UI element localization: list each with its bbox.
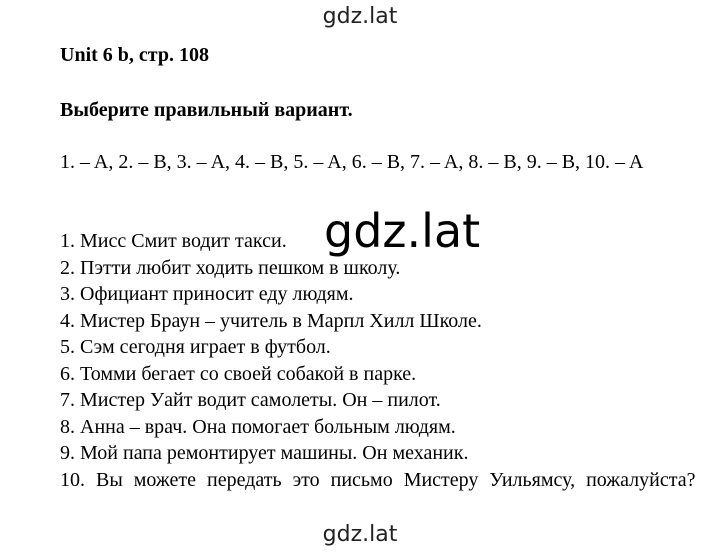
sentence-item: 7. Мистер Уайт водит самолеты. Он – пилот. (60, 389, 441, 411)
sentence-item: 5. Сэм сегодня играет в футбол. (60, 336, 331, 358)
sentence-item: 1. Мисс Смит водит такси. (60, 230, 287, 252)
sentence-item: 3. Официант приносит еду людям. (60, 283, 354, 305)
watermark-top: gdz.lat (322, 4, 398, 29)
sentence-item: 2. Пэтти любит ходить пешком в школу. (60, 256, 401, 279)
task-instruction: Выберите правильный вариант. (60, 99, 353, 121)
sentence-item: 8. Анна – врач. Она помогает больным людям. (60, 415, 456, 438)
sentence-item: 9. Мой папа ремонтирует машины. Он механик. (60, 442, 469, 464)
answer-key: 1. – A, 2. – B, 3. – A, 4. – B, 5. – A, 6. – B, 7. – A, 8. – B, 9. – B, 10. – A (60, 151, 644, 173)
watermark-bottom: gdz.lat (322, 522, 398, 547)
unit-heading: Unit 6 b, стр. 108 (60, 44, 209, 66)
sentence-list (10, 228, 698, 493)
sentence-item: 10. Вы можете передать это письмо Мистеру Уильямсу, пожалуйста? (60, 468, 696, 491)
sentence-item: 6. Томми бегает со своей собакой в парке. (60, 362, 417, 385)
sentence-item: 4. Мистер Браун – учитель в Марпл Хилл Школе. (60, 309, 482, 332)
watermark-center: gdz.lat (318, 208, 486, 254)
